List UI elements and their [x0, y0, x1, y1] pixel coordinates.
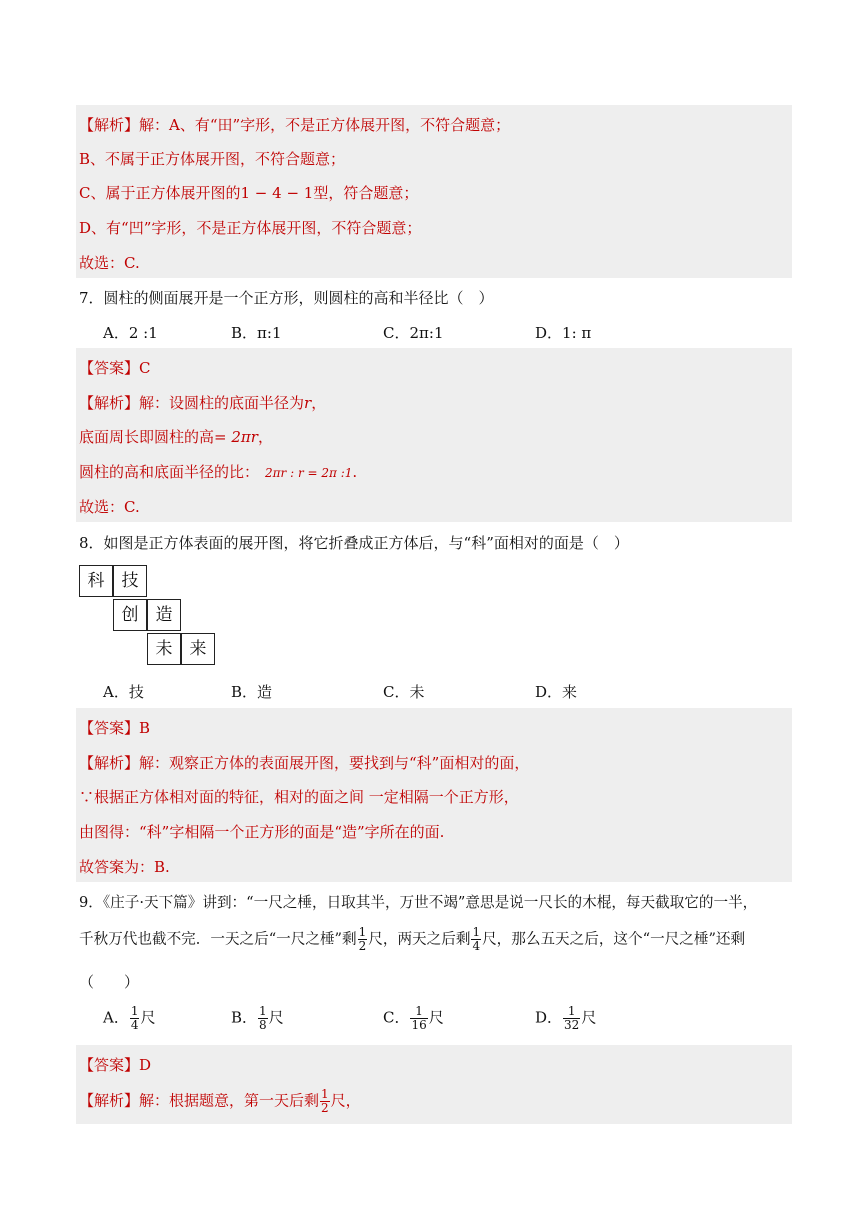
q6-solution-line5: 故选：C. — [79, 254, 140, 272]
q7-analysis-line4: 故选：C. — [79, 498, 140, 516]
q7-answer: 【答案】C — [79, 359, 151, 377]
net-cell-ji: 技 — [113, 565, 147, 597]
q9-answer: 【答案】D — [79, 1056, 152, 1074]
net-cell-chuang: 创 — [113, 599, 147, 631]
analysis-tag: 【解析】 — [79, 116, 140, 134]
q7-option-c: C．2π:1 — [383, 324, 444, 342]
q8-stem: 8．如图是正方体表面的展开图，将它折叠成正方体后，与“科”面相对的面是（ ） — [79, 534, 629, 552]
q7-analysis-line2: 底面周长即圆柱的高= 2πr， — [79, 428, 273, 446]
net-cell-wei: 未 — [147, 633, 181, 665]
q9-stem-line3: （ ） — [79, 973, 140, 991]
q9-option-c: C． $\frac{1}{16}$ 尺 — [383, 1004, 444, 1032]
q7-analysis-line1: 【解析】解：设圆柱的底面半径为r， — [79, 394, 327, 412]
q8-analysis-line1: 【解析】解：观察正方体的表面展开图，要找到与“科”面相对的面， — [79, 754, 530, 772]
fraction-half: $\frac{1}{2}$ — [358, 925, 367, 953]
net-cell-ke: 科 — [79, 565, 113, 597]
q9-stem-line1: 9．《庄子·天下篇》讲到：“一尺之棰，日取其半，万世不竭”意思是说一尺长的木棍，每天截取它的一半， — [79, 894, 758, 911]
net-cell-lai: 来 — [181, 633, 215, 665]
q8-analysis-line2: ∵根据正方体相对面的特征，相对的面之间 一定相隔一个正方形， — [79, 788, 519, 806]
q7-option-b: B．π:1 — [231, 324, 282, 342]
fraction-quarter: $\frac{1}{4}$ — [472, 925, 481, 953]
q8-option-a: A．技 — [103, 683, 144, 701]
q9-option-d: D． $\frac{1}{32}$ 尺 — [535, 1004, 597, 1032]
q8-analysis-line4: 故答案为：B. — [79, 858, 170, 876]
q6-solution-line4: D、有“凹”字形，不是正方体展开图，不符合题意； — [79, 219, 422, 237]
q8-answer: 【答案】B — [79, 719, 151, 737]
q7-analysis-line3: 圆柱的高和底面半径的比： 2πr : r = 2π :1. — [79, 463, 358, 481]
q7-option-d: D．1: π — [535, 324, 592, 342]
q6-solution-line1: 【解析】解：A、有“田”字形，不是正方体展开图，不符合题意； — [79, 116, 511, 134]
q8-option-d: D．来 — [535, 683, 578, 701]
q9-stem-line2: 千秋万代也截不完．一天之后“一尺之棰”剩 $\frac{1}{2}$ 尺，两天之后剩 $\frac{1}{4}$ 尺，那么五天之后，这个“一尺之棰”还剩 — [79, 925, 746, 953]
q7-stem: 7．圆柱的侧面展开是一个正方形，则圆柱的高和半径比（ ） — [79, 289, 494, 307]
q8-option-b: B．造 — [231, 683, 273, 701]
q9-option-a: A． $\frac{1}{4}$ 尺 — [103, 1004, 156, 1032]
q9-analysis-line1: 【解析】解：根据题意，第一天后剩 $\frac{1}{2}$ 尺， — [79, 1087, 361, 1115]
q6-solution-line3: C、属于正方体展开图的1 − 4 − 1型，符合题意； — [79, 184, 419, 202]
q8-analysis-line3: 由图得：“科”字相隔一个正方形的面是“造”字所在的面. — [79, 823, 445, 841]
q6-solution-line2: B、不属于正方体展开图，不符合题意； — [79, 150, 346, 168]
q9-option-b: B． $\frac{1}{8}$ 尺 — [231, 1004, 284, 1032]
q7-option-a: A．2 :1 — [103, 324, 158, 342]
net-cell-zao: 造 — [147, 599, 181, 631]
q8-option-c: C．未 — [383, 683, 425, 701]
